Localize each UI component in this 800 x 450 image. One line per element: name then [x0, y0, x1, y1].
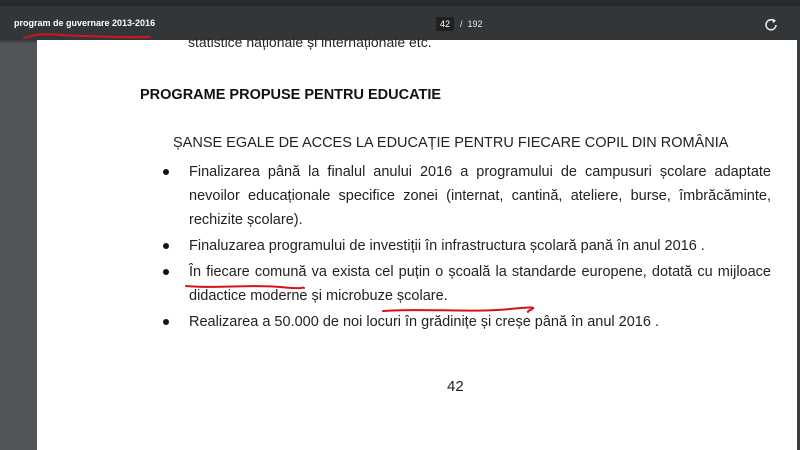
page-number-input[interactable]: 42 [436, 17, 454, 31]
list-item [163, 234, 771, 258]
previous-page-text: statistice naționale și internaționale etc. [188, 34, 432, 50]
section-heading: PROGRAME PROPUSE PENTRU EDUCATIE [140, 87, 442, 103]
list-item [163, 260, 771, 308]
bullet-dot [163, 319, 169, 325]
page-number: 42 [447, 378, 464, 395]
total-pages: 192 [467, 18, 483, 29]
bullet-dot [163, 169, 169, 175]
list-item-text: Finalizarea până la finalul anului 2016 a programului de campusuri școlare adaptate nevoilor educaționale specifice zonei (internat, cantină, ateliere, burse, îmbrăcăminte, rechizite școlare). [189, 164, 771, 228]
list-item-text: În fiecare comună va exista cel puțin o școală la standarde europene, dotată cu mijloace didactice moderne și microbuze școlare. [189, 264, 771, 304]
page-separator: / [460, 18, 463, 29]
list-item-text: Realizarea a 50.000 de noi locuri în grădinițe și creșe până în anul 2016 . [189, 314, 659, 330]
rotate-icon[interactable] [764, 17, 778, 31]
subheading: ȘANSE EGALE DE ACCES LA EDUCAȚIE PENTRU FIECARE COPIL DIN ROMÂNIA [173, 135, 729, 151]
bullet-dot [163, 269, 169, 275]
list-item-text: Finaluzarea programului de investiții în infrastructura școlară pană în anul 2016 . [189, 238, 705, 254]
list-item [163, 310, 771, 334]
bullet-list [163, 160, 771, 336]
list-item [163, 160, 771, 232]
page-indicator [436, 16, 483, 31]
bullet-dot [163, 243, 169, 249]
document-title: program de guvernare 2013-2016 [14, 18, 156, 28]
